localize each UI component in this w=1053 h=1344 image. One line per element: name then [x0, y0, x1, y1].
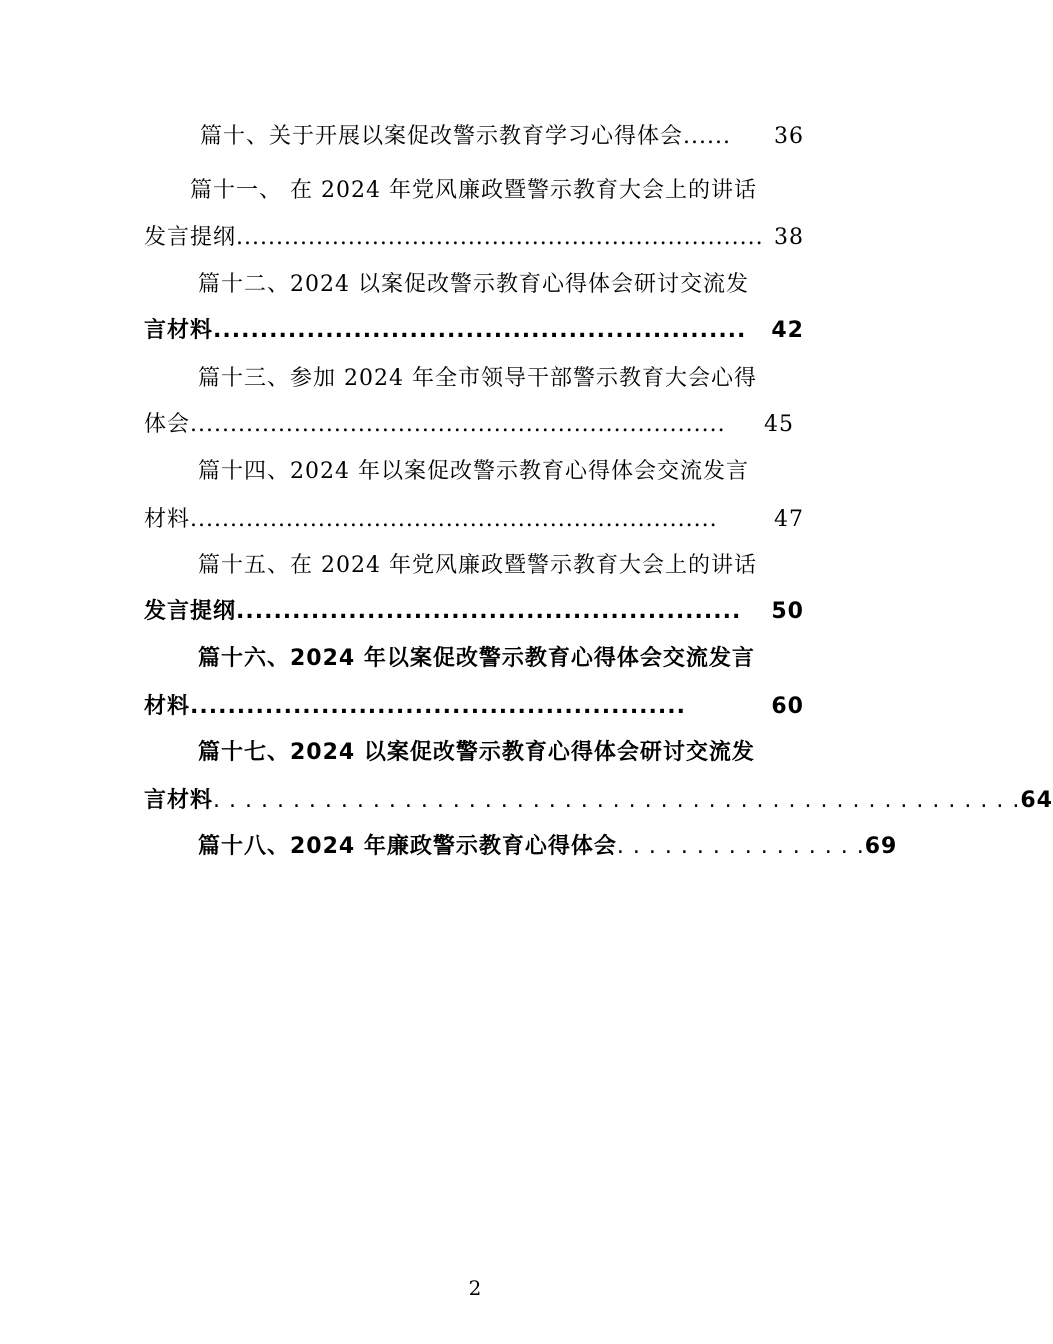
toc-entry-12-line1[interactable]: [144, 270, 804, 300]
toc-entry-title: 材料: [144, 694, 191, 719]
toc-dot-leader: .....................................................: [190, 694, 686, 719]
toc-entry-title: 篇十七、2024 以案促改警示教育心得体会研讨交流发: [198, 740, 755, 765]
toc-entry-15-line1[interactable]: [144, 551, 804, 581]
toc-entry-18[interactable]: [144, 832, 898, 862]
toc-entry-13-line2[interactable]: [144, 410, 794, 440]
toc-entry-12-line2[interactable]: [144, 316, 804, 346]
toc-entry-title: 篇十六、2024 年以案促改警示教育心得体会交流发言: [198, 646, 755, 671]
toc-entry-title: 发言提纲: [144, 225, 237, 250]
toc-page-number: 50: [771, 599, 804, 624]
toc-page-number: 47: [774, 507, 804, 532]
toc-page-number: 36: [774, 124, 804, 149]
toc-dot-leader: .........................................................: [213, 318, 747, 343]
toc-entry-14-line2[interactable]: [144, 505, 804, 535]
toc-entry-title: 体会: [144, 412, 191, 437]
toc-page-number: 60: [771, 694, 804, 719]
toc-entry-11-line1[interactable]: [144, 176, 804, 206]
toc-dot-leader: ......................................................: [236, 599, 742, 624]
toc-page-number: 45: [764, 412, 794, 437]
toc-entry-title: 篇十八、2024 年廉政警示教育心得体会: [198, 834, 617, 859]
toc-entry-13-line1[interactable]: [144, 364, 804, 394]
toc-entry-11-line2[interactable]: [144, 223, 804, 253]
toc-entry-15-line2[interactable]: [144, 597, 804, 627]
toc-entry-title: 言材料: [144, 318, 214, 343]
toc-entry-title: 篇十五、在 2024 年党风廉政暨警示教育大会上的讲话: [198, 553, 757, 578]
toc-entry-17-line1[interactable]: [144, 738, 804, 768]
toc-entry-title: 篇十、关于开展以案促改警示教育学习心得体会: [200, 124, 684, 149]
toc-dot-leader: . . . . . . . . . . . . . . . . . . . . . . . . . . . . . . . . . . . . . . . . . . . . . . . . . . .: [213, 788, 1021, 813]
toc-entry-title: 材料: [144, 507, 191, 532]
toc-entry-title: 篇十三、参加 2024 年全市领导干部警示教育大会心得: [198, 366, 757, 391]
toc-dot-leader: ...................................................................: [190, 412, 726, 437]
toc-dot-leader: ..................................................................: [236, 225, 764, 250]
toc-entry-title: 言材料: [144, 788, 214, 813]
toc-entry-title: 篇十一、 在 2024 年党风廉政暨警示教育大会上的讲话: [190, 178, 757, 203]
toc-dot-leader: ......: [683, 124, 731, 149]
toc-entry-10[interactable]: [144, 122, 804, 152]
toc-dot-leader: . . . . . . . . . . . . . . . .: [616, 834, 865, 859]
toc-dot-leader: ..................................................................: [190, 507, 718, 532]
toc-page-number: 69: [864, 834, 898, 859]
toc-page-number: 64: [1020, 788, 1053, 813]
toc-entry-title: 篇十四、2024 年以案促改警示教育心得体会交流发言: [198, 459, 749, 484]
toc-entry-title: 篇十二、2024 以案促改警示教育心得体会研讨交流发: [198, 272, 749, 297]
toc-entry-14-line1[interactable]: [144, 457, 804, 487]
toc-page-number: 42: [771, 318, 804, 343]
toc-entry-16-line1[interactable]: [144, 644, 804, 674]
toc-page-number: 38: [774, 225, 804, 250]
toc-entry-title: 发言提纲: [144, 599, 237, 624]
page-number: 2: [468, 1276, 482, 1300]
toc-entry-17-line2[interactable]: [144, 786, 1053, 816]
toc-entry-16-line2[interactable]: [144, 692, 804, 722]
